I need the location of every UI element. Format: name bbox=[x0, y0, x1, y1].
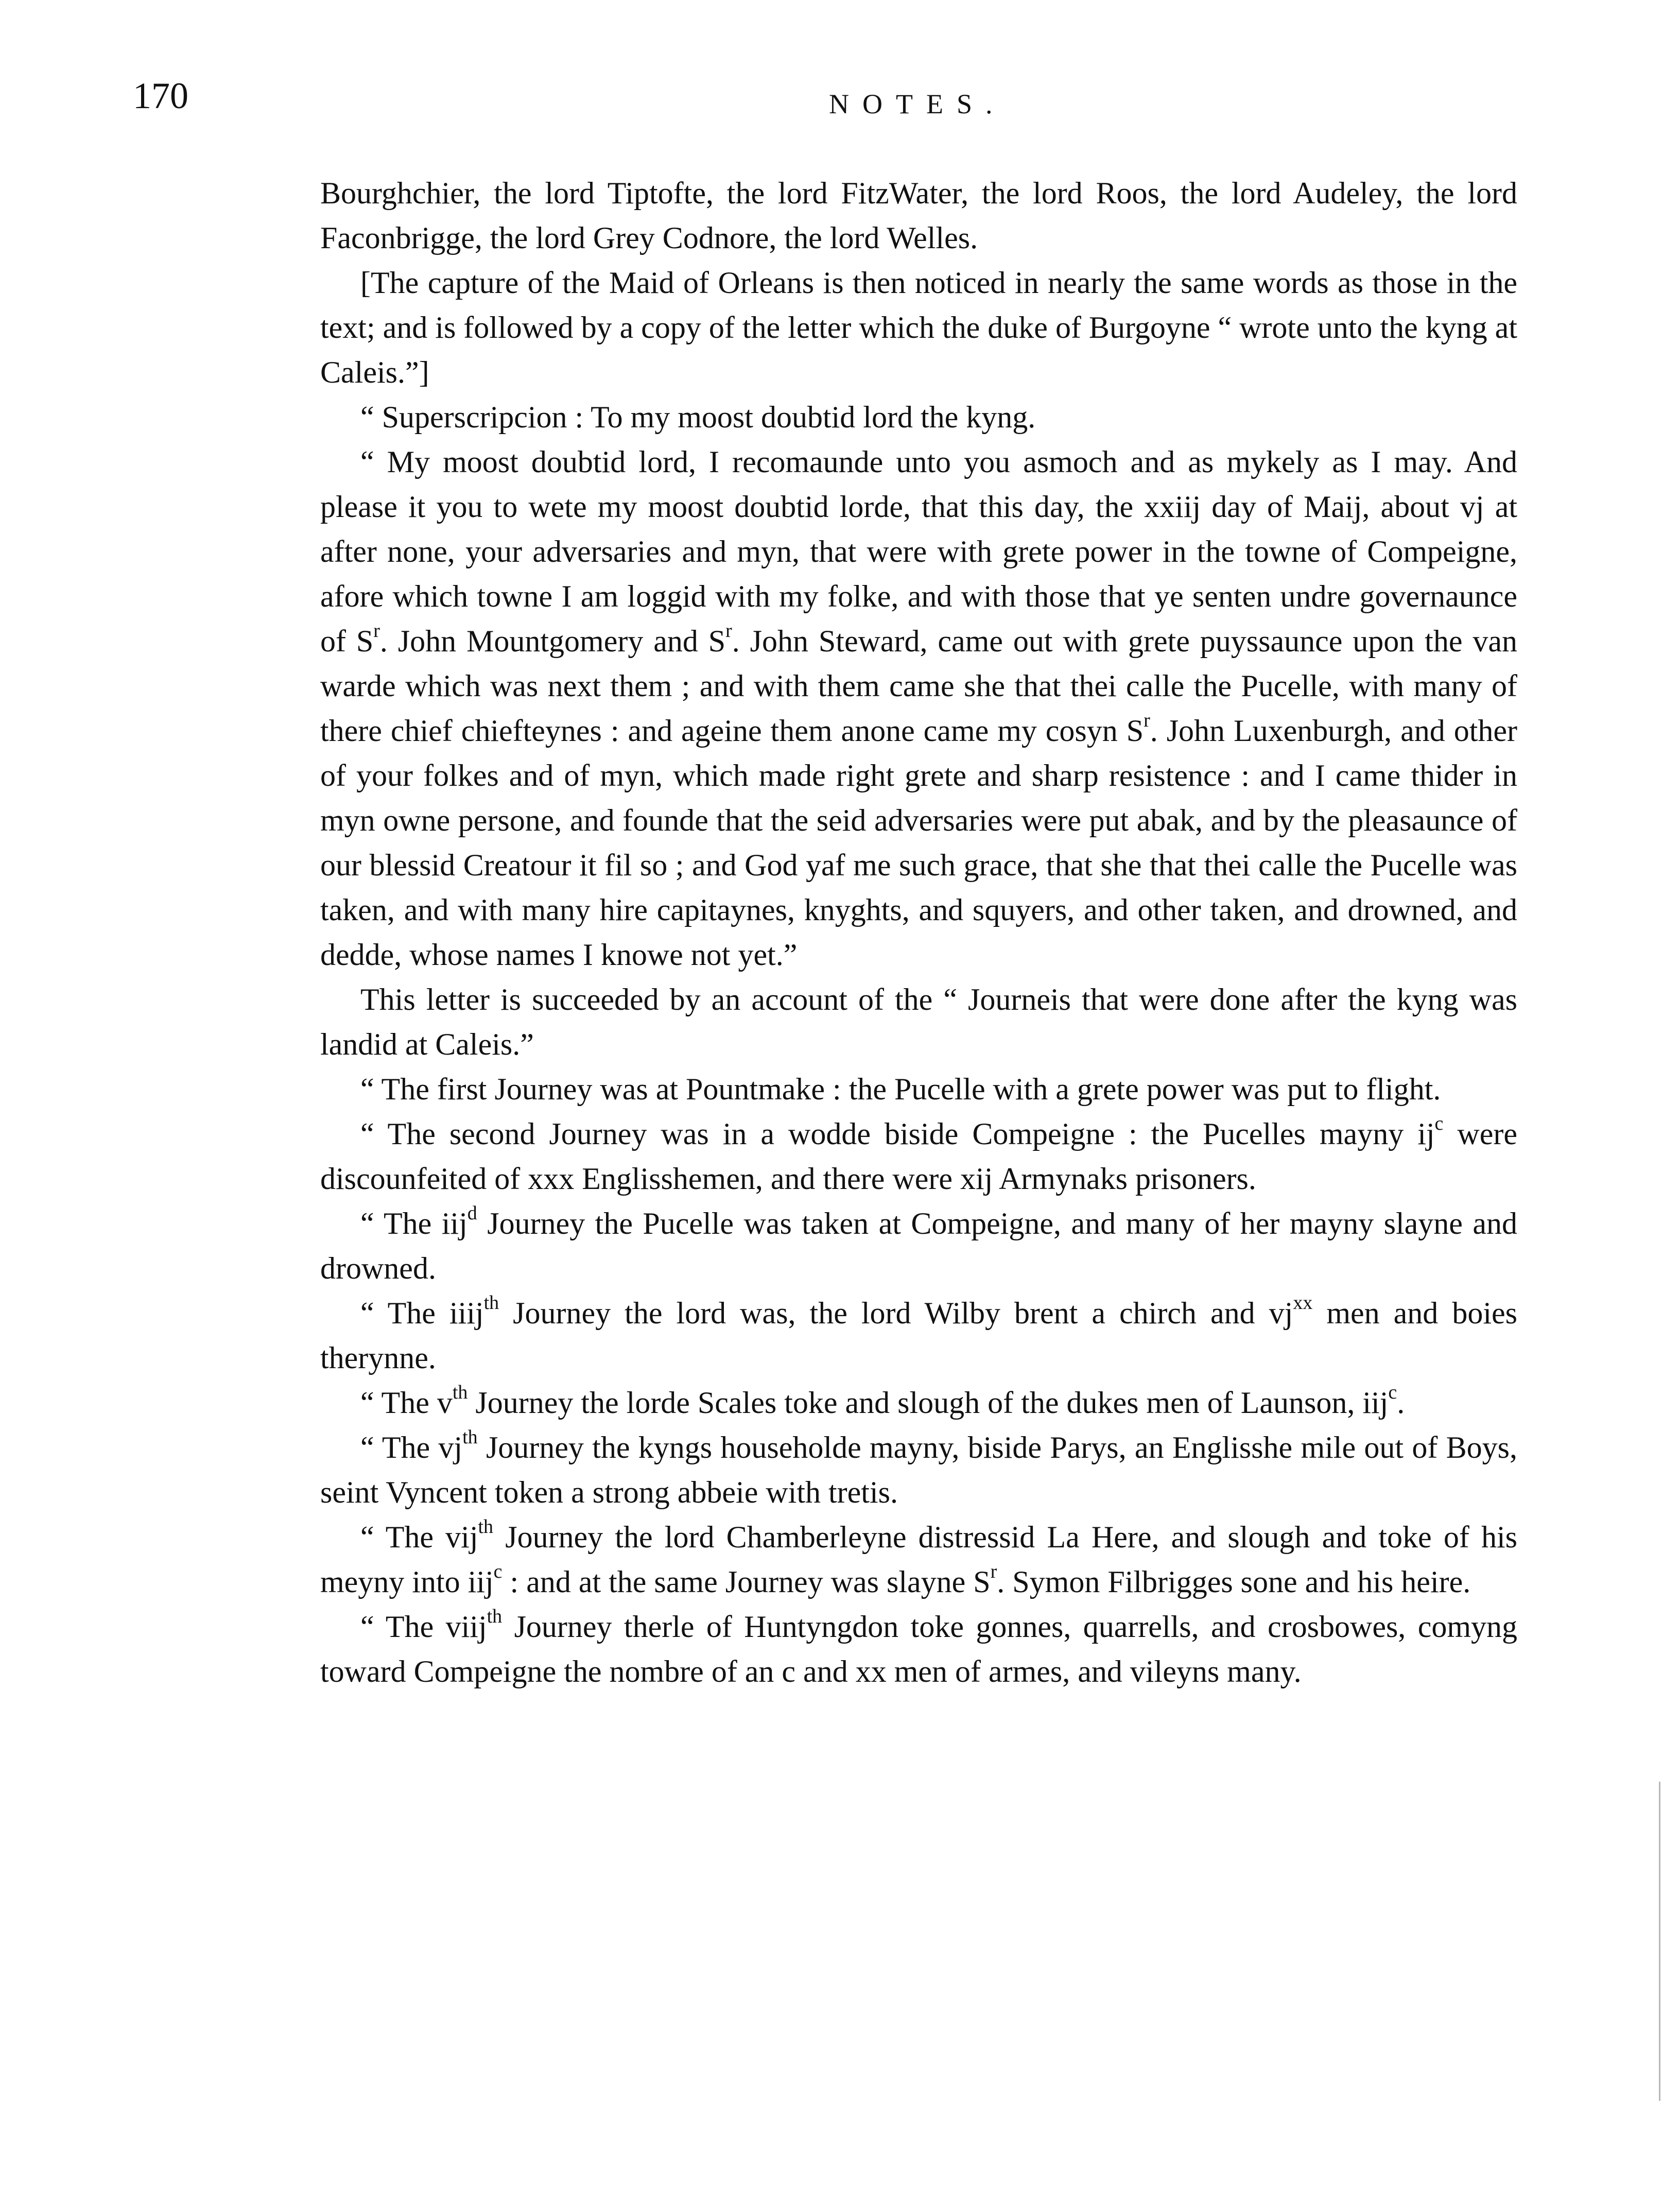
paragraph bbox=[320, 171, 1517, 261]
text-run: Journey the lord Chamberleyne distressid La Here, and slough and toke of his meyny into iij bbox=[320, 1520, 1518, 1599]
text-run: . John Luxenburgh, and other of your folkes and of myn, which made right grete and sharp resistence : and I came thider in myn owne persone, and founde that the seid adversaries were put abak, and by the pleasaunce of our blessid Creatour it fil so ; and God yaf me such grace, that she that thei calle the Pucelle was taken, and with many hire capitaynes, knyghts, and squyers, and other taken, and drowned, and dedde, whose names I knowe not yet.” bbox=[320, 714, 1517, 972]
text-run: . bbox=[1397, 1386, 1405, 1420]
paragraph bbox=[320, 977, 1517, 1067]
paragraph bbox=[320, 1291, 1517, 1381]
text-run: . Symon Filbrigges sone and his heire. bbox=[997, 1565, 1471, 1599]
text-run: Journey the lorde Scales toke and slough of the dukes men of Launson, iij bbox=[467, 1386, 1389, 1420]
text-run: “ My moost doubtid lord, I recomaunde unto you asmoch and as mykely as I may. And please it you to wete my moost doubtid lorde, that this day, the xxiij day of Maij, about vj at after none, your adversaries and myn, that were with grete power in the towne of Compeigne, afore which towne I am loggid with my folke, and with those that ye senten undre governaunce of S bbox=[320, 445, 1517, 658]
superscript: th bbox=[487, 1606, 503, 1627]
superscript: r bbox=[725, 620, 732, 642]
paragraph bbox=[320, 440, 1517, 977]
page-number: 170 bbox=[133, 75, 188, 116]
paragraph bbox=[320, 1067, 1517, 1112]
running-title: NOTES. bbox=[829, 89, 1006, 119]
text-run: “ The iiij bbox=[360, 1296, 484, 1330]
paragraph bbox=[320, 1201, 1517, 1291]
text-run: : and at the same Journey was slayne S bbox=[502, 1565, 991, 1599]
text-run: Journey therle of Huntyngdon toke gonnes, quarrells, and crosbowes, comyng toward Compeigne the nombre of an c and xx men of armes, and vileyns many. bbox=[320, 1610, 1518, 1688]
text-run: Journey the Pucelle was taken at Compeigne, and many of her mayny slayne and drowned. bbox=[320, 1206, 1517, 1285]
text-run: “ The first Journey was at Pountmake : the Pucelle with a grete power was put to flight. bbox=[360, 1072, 1441, 1106]
paragraph bbox=[320, 1425, 1517, 1515]
text-run: men and boies therynne. bbox=[320, 1296, 1517, 1375]
superscript: c bbox=[1434, 1113, 1444, 1134]
superscript: c bbox=[1388, 1382, 1397, 1403]
text-run: “ The iij bbox=[360, 1206, 467, 1240]
superscript: c bbox=[493, 1561, 503, 1582]
text-run: “ The vj bbox=[360, 1430, 463, 1464]
body-text bbox=[320, 171, 1517, 1694]
scan-edge-mark bbox=[1659, 1782, 1660, 2101]
paragraph bbox=[320, 1605, 1517, 1694]
text-run: Journey the lord was, the lord Wilby brent a chirch and vj bbox=[499, 1296, 1293, 1330]
text-run: “ The viij bbox=[360, 1610, 487, 1644]
superscript: d bbox=[467, 1202, 477, 1224]
text-run: “ The second Journey was in a wodde biside Compeigne : the Pucelles mayny ij bbox=[360, 1117, 1435, 1151]
text-run: Bourghchier, the lord Tiptofte, the lord FitzWater, the lord Roos, the lord Audeley, the lord Faconbrigge, the lord Grey Codnore, the lord Welles. bbox=[320, 176, 1517, 255]
superscript: r bbox=[373, 620, 380, 642]
text-run: “ Superscripcion : To my moost doubtid lord the kyng. bbox=[360, 400, 1036, 434]
paragraph bbox=[320, 1515, 1517, 1605]
text-run: . John Mountgomery and S bbox=[379, 624, 726, 658]
superscript: th bbox=[483, 1292, 499, 1314]
text-run: “ The v bbox=[360, 1386, 453, 1420]
paragraph bbox=[320, 1112, 1517, 1201]
text-run: [The capture of the Maid of Orleans is then noticed in nearly the same words as those in the text; and is followed by a copy of the letter which the duke of Burgoyne “ wrote unto the kyng at Caleis.”] bbox=[320, 266, 1517, 389]
text-run: “ The vij bbox=[360, 1520, 478, 1554]
superscript: r bbox=[1144, 710, 1150, 731]
paragraph bbox=[320, 1381, 1517, 1425]
text-run: Journey the kyngs householde mayny, biside Parys, an Englisshe mile out of Boys, seint Vyncent token a strong abbeie with tretis. bbox=[320, 1430, 1518, 1509]
paragraph bbox=[320, 261, 1517, 395]
superscript: th bbox=[478, 1516, 494, 1538]
superscript: xx bbox=[1293, 1292, 1313, 1314]
superscript: th bbox=[462, 1426, 478, 1448]
text-run: This letter is succeeded by an account of the “ Journeis that were done after the kyng was landid at Caleis.” bbox=[320, 982, 1517, 1061]
paragraph bbox=[320, 395, 1517, 440]
text-run: . John Steward, came out with grete puyssaunce upon the van warde which was next them ; and with them came she that thei calle the Pucelle, with many of there chief chiefteynes : and ageine them anone came my cosyn S bbox=[320, 624, 1517, 748]
text-run: were discounfeited of xxx Englisshemen, and there were xij Armynaks prisoners. bbox=[320, 1117, 1517, 1196]
superscript: r bbox=[990, 1561, 997, 1582]
superscript: th bbox=[452, 1382, 468, 1403]
